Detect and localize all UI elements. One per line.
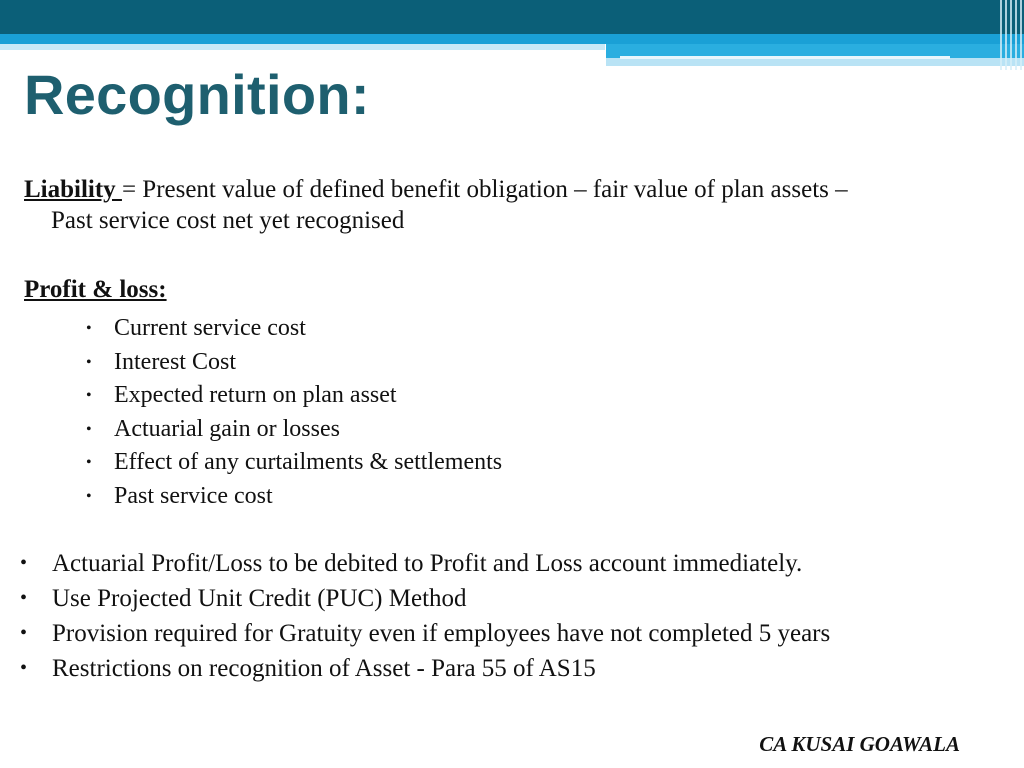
- list-item-text: Current service cost: [114, 315, 306, 341]
- header-band: [0, 0, 1024, 34]
- profit-loss-heading: Profit & loss:: [24, 276, 167, 303]
- bullet-icon: •: [20, 622, 28, 644]
- header-stripe-highlight: [620, 56, 950, 59]
- bullet-icon: •: [86, 353, 92, 371]
- list-item: [86, 379, 502, 413]
- bullet-icon: •: [86, 320, 92, 337]
- liability-definition: [24, 174, 984, 236]
- list-item: [86, 446, 502, 480]
- bullet-icon: •: [20, 552, 28, 574]
- liability-definition-line2: Past service cost net yet recognised: [51, 207, 405, 234]
- list-item-text: Effect of any curtailments & settlements: [114, 449, 503, 476]
- profit-loss-list: [86, 312, 502, 514]
- list-item-text: Past service cost: [114, 482, 273, 509]
- list-item-text: Use Projected Unit Credit (PUC) Method: [52, 585, 467, 612]
- list-item: [20, 546, 830, 581]
- list-item: [86, 346, 502, 380]
- bullet-icon: •: [86, 487, 92, 505]
- list-item-text: Interest Cost: [114, 348, 236, 375]
- liability-definition-line1: = Present value of defined benefit obligation – fair value of plan assets –: [121, 176, 848, 203]
- slide-title: Recognition:: [24, 63, 370, 126]
- list-item-text: Actuarial Profit/Loss to be debited to Profit and Loss account immediately.: [52, 550, 803, 577]
- header-stripe-right-light: [606, 58, 1024, 66]
- liability-term: Liability: [24, 176, 122, 203]
- bullet-icon: •: [86, 420, 92, 438]
- bullet-icon: •: [86, 387, 92, 405]
- header-stripe-light: [0, 44, 605, 50]
- list-item-text: Provision required for Gratuity even if employees have not completed 5 years: [52, 620, 831, 647]
- main-bullet-list: [20, 546, 830, 686]
- header-corner-lines: [996, 0, 1024, 70]
- list-item: [86, 312, 502, 346]
- header-stripe: [0, 34, 1024, 44]
- bullet-icon: •: [86, 454, 92, 472]
- list-item-text: Restrictions on recognition of Asset - Para 55 of AS15: [52, 655, 596, 682]
- bullet-icon: •: [20, 587, 28, 609]
- list-item: [20, 616, 830, 651]
- list-item: [86, 413, 502, 447]
- presenter-footer: CA KUSAI GOAWALA: [759, 732, 960, 756]
- bullet-icon: •: [20, 657, 28, 679]
- list-item: [20, 581, 830, 616]
- list-item-text: Actuarial gain or losses: [114, 415, 340, 442]
- list-item: [20, 651, 830, 686]
- list-item: [86, 480, 502, 514]
- list-item-text: Expected return on plan asset: [114, 382, 397, 409]
